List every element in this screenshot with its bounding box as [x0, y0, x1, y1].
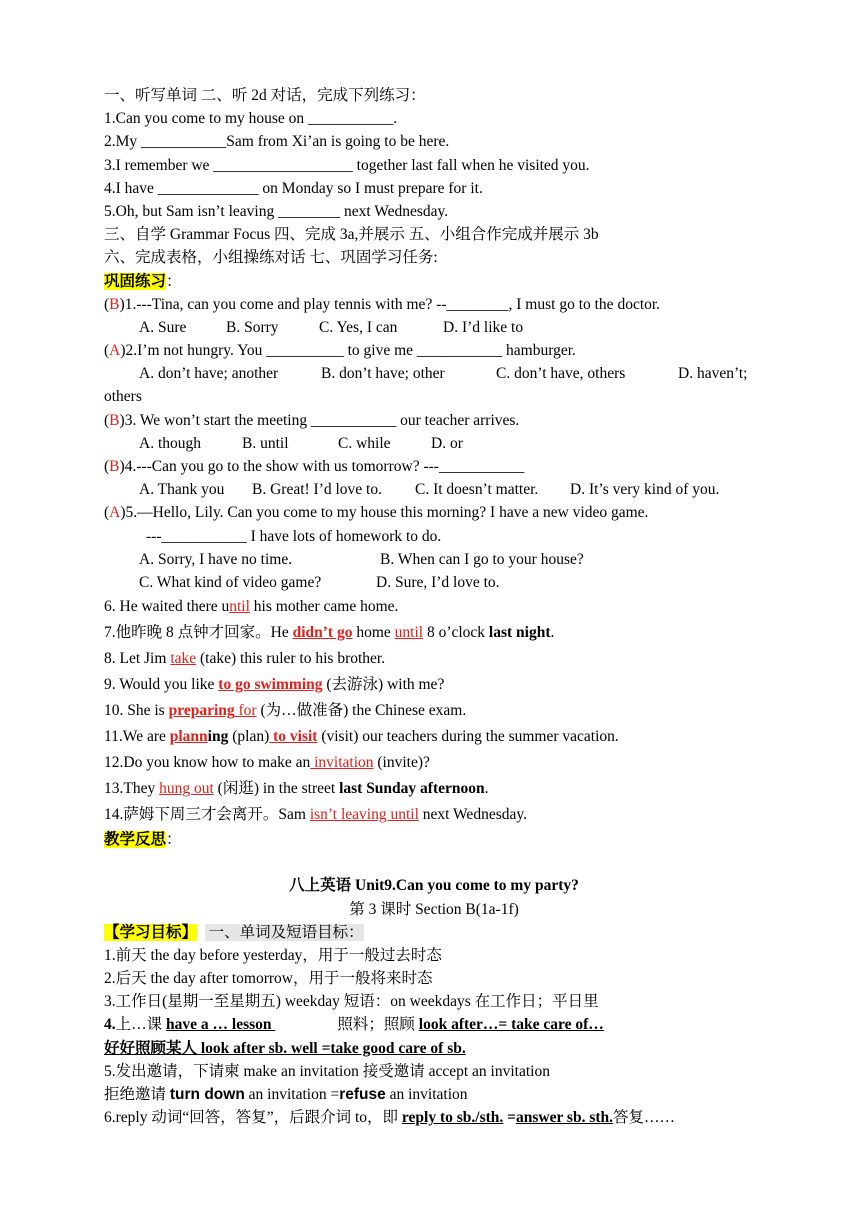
goal-heading	[104, 921, 764, 944]
fill-item-7: 7.他昨晚 8 点钟才回家。He didn’t go home until 8 o’clock last night.	[104, 624, 555, 642]
fill-item-9: 9. Would you like to go swimming (去游泳) with me?	[104, 676, 445, 694]
mc-options-2-wrap: others	[104, 388, 142, 406]
fill-item-6: 6. He waited there until his mother came home.	[104, 598, 399, 616]
fill-answer: take	[170, 650, 197, 668]
fill-item-8: 8. Let Jim take (take) this ruler to his brother.	[104, 650, 386, 668]
mc-question-5-reply: ---___________ I have lots of homework to do.	[146, 527, 442, 545]
mc-answer-3: B	[109, 411, 120, 429]
mc-answer-5: A	[109, 504, 121, 522]
dialog-question-4: 4.I have _____________ on Monday so I must prepare for it.	[104, 179, 483, 197]
fill-item-14: 14.萨姆下周三才会离开。Sam isn’t leaving until next Wednesday.	[104, 806, 527, 824]
dialog-question-1: 1.Can you come to my house on ___________.	[104, 110, 398, 128]
mc-question-2: (A)2.I’m not hungry. You __________ to give me ___________ hamburger.	[104, 342, 576, 360]
vocab-line-3: 3.工作日(星期一至星期五) weekday 短语：on weekdays 在工作日；平日里	[104, 993, 599, 1011]
worksheet-page	[104, 84, 764, 1129]
vocab-line-4b: 好好照顾某人 look after sb. well =take good care of sb.	[104, 1039, 466, 1057]
fill-answer: preparing	[168, 702, 235, 720]
practice-title: 巩固练习	[104, 272, 167, 290]
fill-item-10: 10. She is preparing for (为…做准备) the Chinese exam.	[104, 702, 467, 720]
vocab-line-5b: 拒绝邀请 turn down an invitation =refuse an invitation	[104, 1086, 468, 1103]
goal-title: 【学习目标】	[104, 923, 198, 941]
mc-options-4: A. Thank you B. Great! I’d love to. C. It doesn’t matter. D. It’s very kind of you.	[139, 481, 720, 499]
fill-answer: invitation	[310, 754, 374, 772]
vocab-line-1: 1.前天 the day before yesterday，用于一般过去时态	[104, 946, 442, 964]
lesson-subtitle: 第 3 课时 Section B(1a-1f)	[349, 900, 519, 918]
steps-line-b: 六、完成表格，小组操练对话 七、巩固学习任务:	[104, 249, 438, 267]
reflection-heading: 教学反思：	[104, 831, 182, 849]
fill-answer: ntil	[229, 598, 250, 616]
unit-title: 八上英语 Unit9.Can you come to my party?	[289, 877, 579, 895]
vocab-line-2: 2.后天 the day after tomorrow，用于一般将来时态	[104, 970, 433, 988]
mc-options-5b: C. What kind of video game? D. Sure, I’d love to.	[139, 573, 500, 591]
mc-question-1: (B)1.---Tina, can you come and play tennis with me? --________, I must go to the doctor.	[104, 295, 661, 313]
dialog-question-3: 3.I remember we __________________ together last fall when he visited you.	[104, 156, 590, 174]
section-header: 一、听写单词 二、听 2d 对话，完成下列练习：	[104, 87, 426, 104]
mc-options-1: A. Sure B. Sorry C. Yes, I can D. I’d like to	[139, 318, 524, 336]
fill-answer: didn’t go	[292, 624, 353, 642]
fill-answer: to visit	[269, 728, 318, 746]
mc-answer-4: B	[109, 458, 120, 475]
spacer	[104, 851, 764, 874]
mc-options-3: A. though B. until C. while D. or	[139, 434, 463, 452]
dialog-question-5: 5.Oh, but Sam isn’t leaving ________ next Wednesday.	[104, 202, 449, 220]
practice-heading: 巩固练习：	[104, 272, 182, 290]
mc-options-5a: A. Sorry, I have no time. B. When can I go to your house?	[139, 550, 584, 568]
fill-answer: hung out	[159, 780, 214, 798]
goal-subtitle: 一、单词及短语目标：	[204, 923, 364, 941]
fill-item-13: 13.They hung out (闲逛) in the street last Sunday afternoon.	[104, 780, 489, 798]
fill-answer: plann	[169, 728, 208, 746]
fill-answer: until	[394, 624, 424, 642]
mc-answer-1: B	[109, 295, 120, 313]
fill-item-12: 12.Do you know how to make an invitation (invite)?	[104, 754, 430, 772]
reflection-title: 教学反思	[104, 831, 167, 849]
mc-answer-2: A	[109, 342, 121, 360]
mc-question-5: (A)5.—Hello, Lily. Can you come to my house this morning? I have a new video game.	[104, 504, 649, 522]
mc-options-2: A. don’t have; another B. don’t have; other C. don’t have, others D. haven’t;	[139, 365, 748, 383]
mc-question-3: (B)3. We won’t start the meeting ___________ our teacher arrives.	[104, 411, 520, 429]
steps-line-a: 三、自学 Grammar Focus 四、完成 3a,并展示 五、小组合作完成并展示 3b	[104, 226, 599, 244]
vocab-line-4: 4.上…课 have a … lesson 照料；照顾 look after…= take care of…	[104, 1016, 604, 1034]
vocab-line-6: 6.reply 动词“回答，答复”，后跟介词 to，即 reply to sb./sth. =answer sb. sth.答复……	[104, 1109, 676, 1127]
fill-answer: to go swimming	[218, 676, 323, 694]
vocab-line-5: 5.发出邀请，下请柬 make an invitation 接受邀请 accept an invitation	[104, 1062, 550, 1080]
fill-answer: isn’t leaving until	[309, 806, 419, 824]
fill-answer: for	[234, 702, 257, 720]
fill-item-11: 11.We are planning (plan) to visit (visit) our teachers during the summer vacation.	[104, 728, 619, 746]
mc-question-4: (B)4.---Can you go to the show with us tomorrow? ---___________	[104, 458, 525, 475]
dialog-question-2: 2.My ___________Sam from Xi’an is going to be here.	[104, 133, 450, 151]
